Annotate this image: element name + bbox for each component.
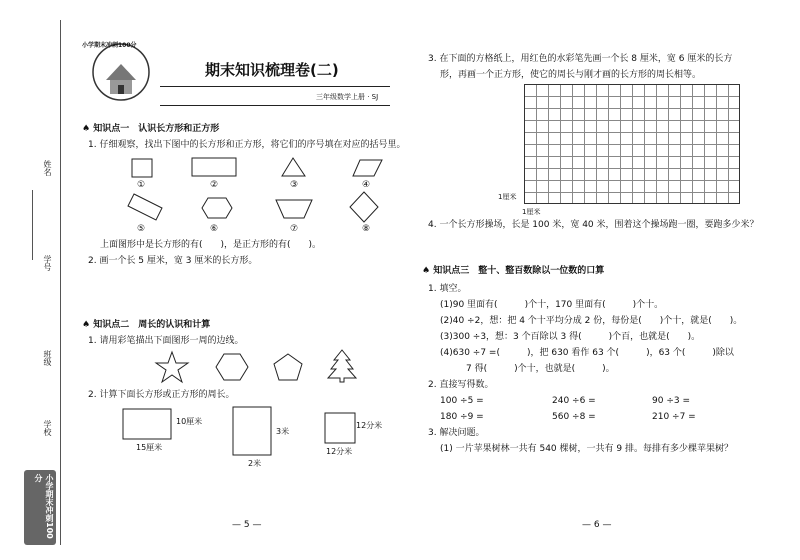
square-height-label: 12分米 — [356, 421, 383, 430]
calc-5[interactable]: 560 ÷8 = — [552, 412, 596, 422]
rect1-height-label: 10厘米 — [176, 417, 203, 426]
star-shape — [154, 350, 190, 384]
k3-q2: 2. 直接写得数。 — [428, 380, 494, 390]
fill-2[interactable]: (2)40 ÷2，想：把 4 个十平均分成 2 份，每份是( )个十，就是( )。 — [440, 316, 743, 326]
logo-text: 小学期末冲刺100分 — [82, 42, 137, 49]
header-rule-2 — [160, 105, 390, 106]
id-field-label: 学号 — [43, 255, 52, 271]
label-8: ⑧ — [362, 224, 371, 234]
k2-q1: 1. 请用彩笔描出下面图形一周的边线。 — [88, 336, 244, 346]
name-field-line[interactable] — [32, 190, 33, 260]
rect2-width-label: 2米 — [248, 459, 262, 468]
label-3: ③ — [290, 180, 299, 190]
page-title: 期末知识梳理卷(二) — [205, 61, 339, 79]
spade-icon: ♠ — [82, 124, 91, 134]
shape-tilted-rect-5 — [126, 192, 166, 224]
label-6: ⑥ — [210, 224, 219, 234]
right-page-number: — 6 — — [582, 520, 612, 530]
spade-icon: ♠ — [422, 266, 431, 276]
hexagon-shape — [214, 352, 250, 382]
shape-hexagon-6 — [200, 196, 234, 220]
k3-title — [422, 266, 604, 277]
q4: 4. 一个长方形操场，长是 100 米，宽 40 米，围着这个操场跑一圈，要跑多少米？ — [428, 220, 759, 230]
k1-title — [82, 124, 219, 135]
class-field-label: 班级 — [43, 350, 52, 366]
q3-line1: 3. 在下面的方格纸上，用红色的水彩笔先画一个长 8 厘米，宽 6 厘米的长方 — [428, 54, 733, 64]
calc-4[interactable]: 180 ÷9 = — [440, 412, 484, 422]
k1-q2: 2. 画一个长 5 厘米，宽 3 厘米的长方形。 — [88, 256, 258, 266]
k3-q1: 1. 填空。 — [428, 284, 467, 294]
rect2-height-label: 3米 — [276, 427, 290, 436]
calc-3[interactable]: 90 ÷3 = — [652, 396, 690, 406]
label-4: ④ — [362, 180, 371, 190]
series-badge-text: 小学期末冲刺100分 — [34, 474, 54, 539]
calc-6[interactable]: 210 ÷7 = — [652, 412, 696, 422]
fill-3[interactable]: (3)300 ÷3，想：3 个百除以 3 得( )个百，也就是( )。 — [440, 332, 701, 342]
k1-title-text: 知识点一 认识长方形和正方形 — [93, 124, 220, 134]
square-width-label: 12分米 — [326, 447, 353, 456]
rect1-width-label: 15厘米 — [136, 443, 163, 452]
k2-q2: 2. 计算下面长方形或正方形的周长。 — [88, 390, 235, 400]
label-2: ② — [210, 180, 219, 190]
grid-unit-horizontal: 1厘米 — [522, 208, 541, 216]
square-figure — [324, 412, 358, 444]
q3-line2: 形，再画一个正方形，使它的周长与刚才画的长方形的周长相等。 — [440, 70, 702, 80]
left-page-number: — 5 — — [232, 520, 262, 530]
fill-4b[interactable]: 7 得( )个十，也就是( )。 — [466, 364, 615, 374]
grade-subtitle: 三年级数学上册 · SJ — [316, 93, 379, 101]
grid-paper[interactable] — [524, 84, 740, 204]
fill-4a[interactable]: (4)630 ÷7 =( )，把 630 看作 63 个( )，63 个( )除以 — [440, 348, 734, 358]
header-rule — [160, 86, 390, 87]
rect-figure-1 — [122, 408, 174, 440]
shape-rect-2 — [190, 156, 240, 178]
shape-diamond-8 — [348, 190, 380, 224]
k1-q1: 1. 仔细观察，找出下图中的长方形和正方形，将它们的序号填在对应的括号里。 — [88, 140, 406, 150]
fill-1[interactable]: (1)90 里面有( )个十，170 里面有( )个十。 — [440, 300, 664, 310]
label-1: ① — [137, 180, 146, 190]
calc-1[interactable]: 100 ÷5 = — [440, 396, 484, 406]
series-badge — [24, 470, 56, 545]
label-5: ⑤ — [137, 224, 146, 234]
tree-shape — [326, 348, 358, 384]
pentagon-shape — [272, 352, 304, 382]
logo — [82, 40, 156, 102]
label-7: ⑦ — [290, 224, 299, 234]
rect-figure-2 — [232, 406, 274, 456]
k1-answer-line[interactable]: 上面图形中是长方形的有( )，是正方形的有( )。 — [100, 240, 322, 250]
shape-square-1 — [130, 158, 156, 178]
k2-title — [82, 320, 210, 331]
shape-parallelogram-4 — [352, 158, 384, 178]
grid-unit-vertical: 1厘米 — [498, 193, 517, 201]
binding-strip — [22, 20, 72, 545]
name-field-label: 姓名 — [43, 160, 52, 176]
spade-icon: ♠ — [82, 320, 91, 330]
strip-border — [60, 20, 61, 545]
problem-1: (1) 一片苹果树林一共有 540 棵树，一共有 9 排。每排有多少棵苹果树？ — [440, 444, 733, 454]
k2-title-text: 知识点二 周长的认识和计算 — [93, 320, 211, 330]
calc-2[interactable]: 240 ÷6 = — [552, 396, 596, 406]
k3-q3: 3. 解决问题。 — [428, 428, 485, 438]
shape-triangle-3 — [280, 156, 308, 178]
shape-trapezoid-7 — [274, 198, 314, 220]
k3-title-text: 知识点三 整十、整百数除以一位数的口算 — [433, 266, 605, 276]
school-field-label: 学校 — [43, 420, 52, 436]
